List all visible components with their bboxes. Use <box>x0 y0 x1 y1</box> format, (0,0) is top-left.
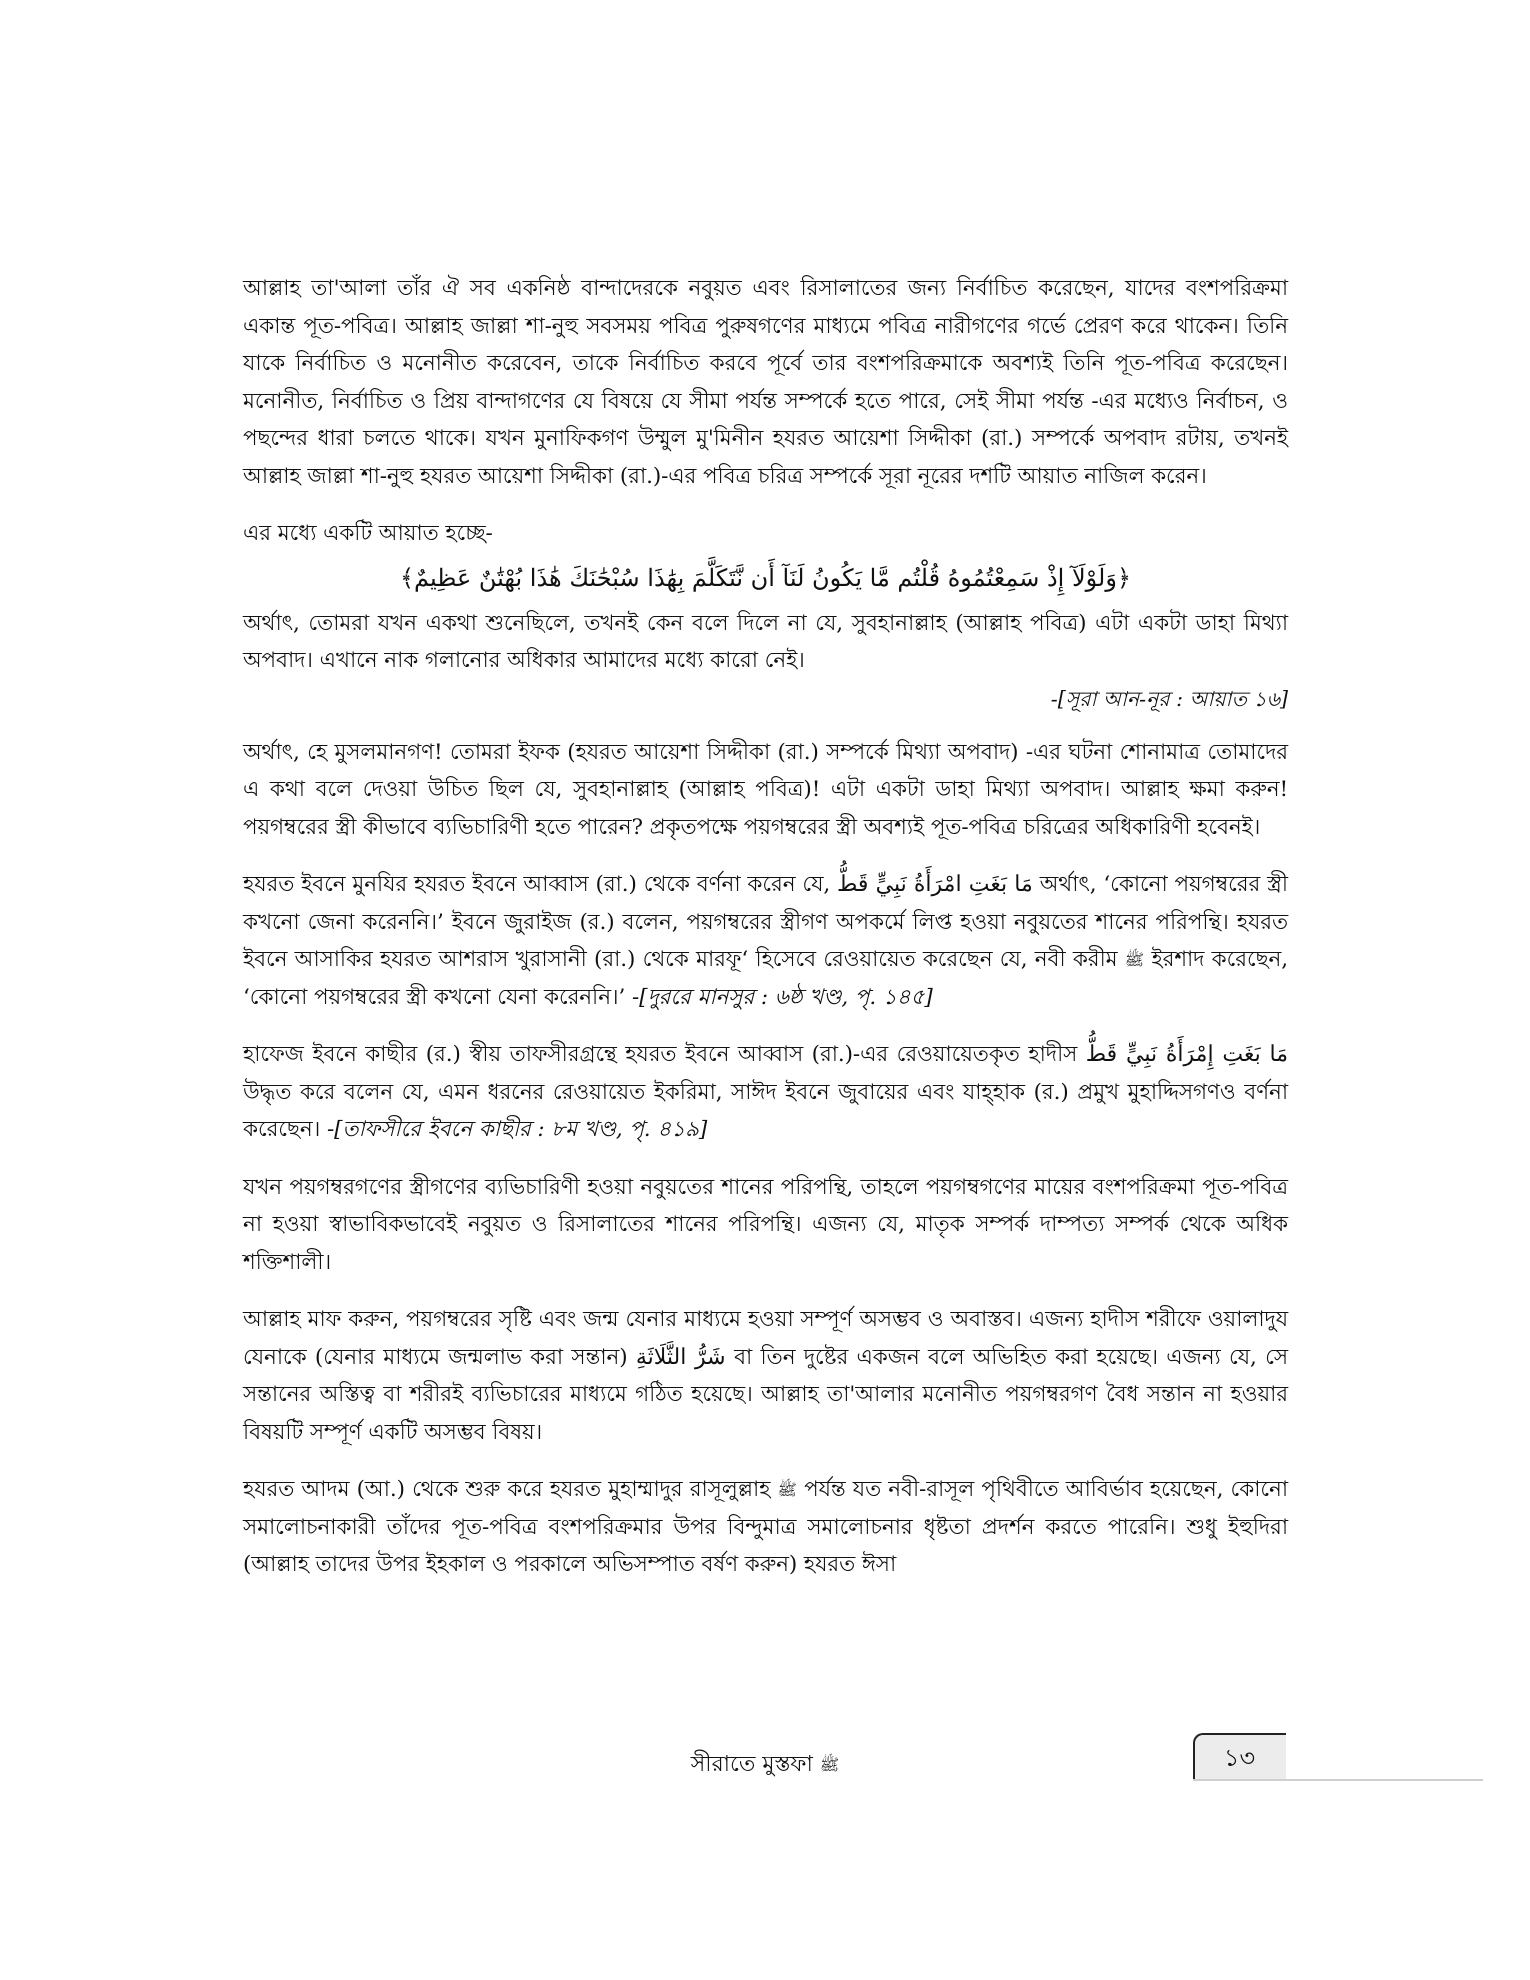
paragraph-1: আল্লাহ তা'আলা তাঁর ঐ সব একনিষ্ঠ বান্দাদেরকে নবুয়ত এবং রিসালাতের জন্য নির্বাচিত করেছেন, যাদের বংশপরিক্রমা একান্ত পূত-পবিত্র। আল্লাহ জাল্লা শা-নুহু সবসময় পবিত্র পুরুষগণের মাধ্যমে পবিত্র নারীগণের গর্ভে প্রেরণ করে থাকেন। তিনি যাকে নির্বাচিত ও মনোনীত করেবেন, তাকে নির্বাচিত করবে পূর্বে তার বংশপরিক্রমাকে অবশ্যই তিনি পূত-পবিত্র করেছেন। মনোনীত, নির্বাচিত ও প্রিয় বান্দাগণের যে বিষয়ে যে সীমা পর্যন্ত সম্পর্কে হতে পারে, সেই সীমা পর্যন্ত -এর মধ্যেও নির্বাচন, ও পছন্দের ধারা চলতে থাকে। যখন মুনাফিকগণ উম্মুল মু'মিনীন হযরত আয়েশা সিদ্দীকা (রা.) সম্পর্কে অপবাদ রটায়, তখনই আল্লাহ জাল্লা শা-নুহু হযরত আয়েশা সিদ্দীকা (রা.)-এর পবিত্র চরিত্র সম্পর্কে সূরা নূরের দশটি আয়াত নাজিল করেন। <box>243 276 1288 489</box>
paragraph-ibn-kathir <box>243 1036 1288 1149</box>
honorific-symbol: ﷺ <box>819 1755 840 1774</box>
paragraph-translation: অর্থাৎ, তোমরা যখন একথা শুনেছিলে, তখনই কেন বলে দিলে না যে, সুবহানাল্লাহ (আল্লাহ পবিত্র) এটা একটা ডাহা মিথ্যা অপবাদ। এখানে নাক গলানোর অধিকার আমাদের মধ্যে কারো নেই। <box>243 610 1288 673</box>
paragraph-ibn-munzir <box>243 866 1288 1016</box>
text-segment: আল্লাহ মাফ করুন, পয়গম্বরের সৃষ্টি এবং জন্ম যেনার মাধ্যমে হওয়া সম্পূর্ণ অসম্ভব ও অবাস্তব। এজন্য হাদীস শরীফে ওয়ালাদুয যেনাকে (যেনার মাধ্যমে জন্মলাভ করা সন্তান) <box>243 1307 1288 1370</box>
text-segment: হাফেজ ইবনে কাছীর (র.) স্বীয় তাফসীরগ্রন্থে হযরত ইবনে আব্বাস (রা.)-এর রেওয়ায়েতকৃত হাদীস <box>243 1042 1078 1067</box>
honorific-symbol: ﷺ <box>1124 950 1145 969</box>
quran-verse: ﴿وَلَوْلَآ إِذْ سَمِعْتُمُوهُ قُلْتُم مَّا يَكُونُ لَنَآ أَن نَّتَكَلَّمَ بِهَٰذَا سُبْحَٰنَكَ هَٰذَا بُهْتَٰنٌ عَظِيمٌ﴾ <box>399 563 1132 592</box>
honorific-symbol: ﷺ <box>777 1480 797 1499</box>
citation-tafsir-ibn-kathir: -[তাফসীরে ইবনে কাছীর : ৮ম খণ্ড, পৃ. ৪১৯] <box>326 1117 708 1142</box>
text-segment: হযরত ইবনে মুনযির হযরত ইবনে আব্বাস (রা.) থেকে বর্ণনা করেন যে, <box>243 872 831 897</box>
citation-surah-nur: -[সূরা আন-নূর : আয়াত ১৬] <box>1050 686 1288 711</box>
text-segment: অর্থাৎ, ‘কোনো পয়গম্বরের স্ত্রী কখনো জেনা করেননি।’ ইবনে জুরাইজ (র.) বলেন, পয়গম্বরের স্ত্রীগণ অপকর্মে লিপ্ত হওয়া নবুয়তের শানের পরিপন্থি। হযরত ইবনে আসাকির হযরত আশরাস খুরাসানী (রা.) থেকে মারফূ‘ হিসেবে রেওয়ায়েত করেছেন যে, নবী করীম <box>243 872 1288 972</box>
text-segment: বা তিন দুষ্টের একজন বলে অভিহিত করা হয়েছে। এজন্য যে, সে সন্তানের অস্তিত্ব বা শরীরই ব্যভিচারের মাধ্যমে গঠিত হয়েছে। আল্লাহ তা'আলার মনোনীত পয়গম্বরগণ বৈধ সন্তান না হওয়ার বিষয়টি সম্পূর্ণ একটি অসম্ভব বিষয়। <box>243 1344 1288 1445</box>
paragraph-explanation: অর্থাৎ, হে মুসলমানগণ! তোমরা ইফক (হযরত আয়েশা সিদ্দীকা (রা.) সম্পর্কে মিথ্যা অপবাদ) -এর ঘটনা শোনামাত্র তোমাদের এ কথা বলে দেওয়া উচিত ছিল যে, সুবহানাল্লাহ (আল্লাহ পবিত্র)! এটা একটা ডাহা মিথ্যা অপবাদ। আল্লাহ ক্ষমা করুন! পয়গম্বরের স্ত্রী কীভাবে ব্যভিচারিণী হতে পারেন? প্রকৃতপক্ষে পয়গম্বরের স্ত্রী অবশ্যই পূত-পবিত্র চরিত্রের অধিকারিণী হবেনই। <box>243 739 1288 840</box>
text-segment: পর্যন্ত যত নবী-রাসূল পৃথিবীতে আবির্ভাব হয়েছেন, কোনো সমালোচনাকারী তাঁদের পূত-পবিত্র বংশপরিক্রমার উপর বিন্দুমাত্র সমালোচনার ধৃষ্টতা প্রদর্শন করতে পারেনি। শুধু ইহুদিরা (আল্লাহ তাদের উপর ইহকাল ও পরকালে অভিসম্পাত বর্ষণ করুন) হযরত ঈসা <box>243 1477 1289 1577</box>
running-footer <box>0 1748 1530 1782</box>
arabic-hadith-quote: مَا بَغَتِ امْرَأَةُ نَبِيٍّ قَطُّ <box>837 872 1033 897</box>
text-segment: ইরশাদ করেছেন, ‘কোনো পয়গম্বরের স্ত্রী কখনো যেনা করেননি।’ <box>243 947 1289 1010</box>
citation-durre-mansur: -[দুররে মানসুর : ৬ষ্ঠ খণ্ড, পৃ. ১৪৫] <box>632 984 933 1010</box>
book-title: সীরাতে মুস্তফা <box>690 1752 813 1777</box>
paragraph-lineage: যখন পয়গম্বরগণের স্ত্রীগণের ব্যভিচারিণী হওয়া নবুয়তের শানের পরিপন্থি, তাহলে পয়গম্বগণের মায়ের বংশপরিক্রমা পূত-পবিত্র না হওয়া স্বাভাবিকভাবেই নবুয়ত ও রিসালাতের শানের পরিপন্থি। এজন্য যে, মাতৃক সম্পর্ক দাম্পত্য সম্পর্ক থেকে অধিক শক্তিশালী। <box>243 1174 1288 1275</box>
text-segment: উদ্ধৃত করে বলেন যে, এমন ধরনের রেওয়ায়েত ইকরিমা, সাঈদ ইবনে জুবায়ের এবং যাহ্হাক (র.) প্রমুখ মুহাদ্দিসগণও বর্ণনা করেছেন। <box>243 1079 1288 1142</box>
text-segment: হযরত আদম (আ.) থেকে শুরু করে হযরত মুহাম্মাদুর রাসূলুল্লাহ <box>243 1477 771 1502</box>
paragraph-adam-to-muhammad <box>243 1471 1288 1584</box>
paragraph-impossibility <box>243 1301 1288 1451</box>
page-number: ১৩ <box>1223 1744 1256 1772</box>
arabic-phrase: شَرُّ الثَّلَاثَةِ <box>635 1344 726 1370</box>
paragraph-verse-intro: এর মধ্যে একটি আয়াত হচ্ছে- <box>243 521 493 546</box>
page-body <box>243 270 1288 1604</box>
arabic-hadith-quote: مَا بَغَتِ إِمْرَأَةُ نَبِيٍّ قَطُّ <box>1085 1042 1288 1067</box>
